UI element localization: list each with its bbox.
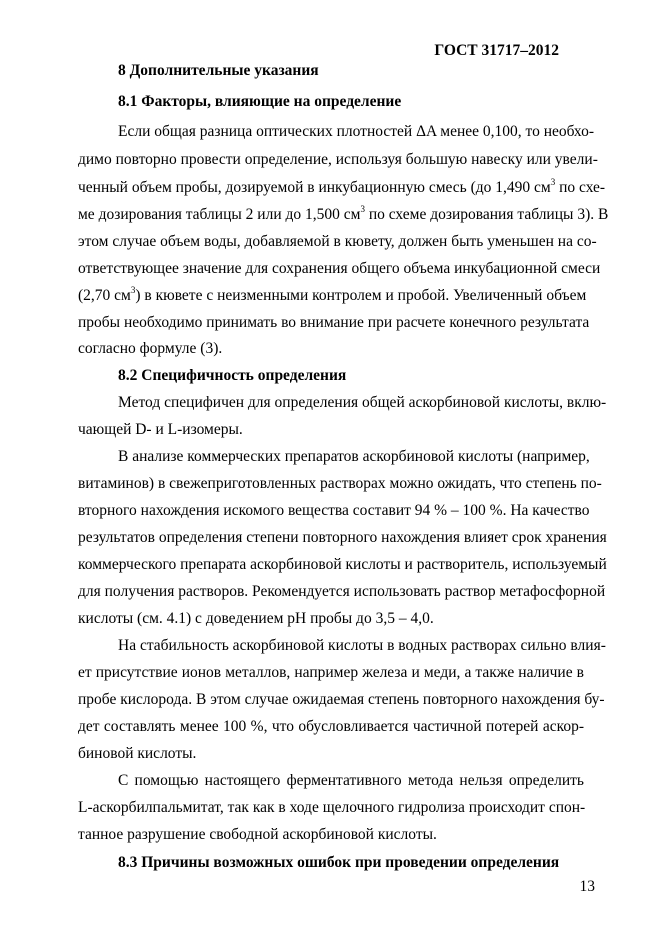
paragraph-line: вторного нахождения искомого вещества составит 94 % – 100 %. На качество bbox=[78, 502, 590, 519]
paragraph-line: танное разрушение свободной аскорбиновой кислоты. bbox=[78, 826, 437, 843]
section-8-3-heading: 8.3 Причины возможных ошибок при проведении определения bbox=[118, 854, 560, 871]
paragraph-line: L-аскорбилпальмитат, так как в ходе щелочного гидролиза происходит спон- bbox=[78, 799, 586, 816]
paragraph-line: для получения растворов. Рекомендуется использовать раствор метафосфорной bbox=[78, 583, 606, 600]
paragraph-line: С помощью настоящего ферментативного метода нельзя определить bbox=[118, 772, 584, 789]
paragraph-line: Если общая разница оптических плотностей ΔA менее 0,100, то необхо- bbox=[118, 123, 594, 140]
paragraph-line: В анализе коммерческих препаратов аскорбиновой кислоты (например, bbox=[118, 448, 590, 465]
paragraph-line: Метод специфичен для определения общей аскорбиновой кислоты, вклю- bbox=[118, 394, 607, 411]
paragraph-line: коммерческого препарата аскорбиновой кислоты и растворитель, используемый bbox=[78, 556, 607, 573]
paragraph-line: биновой кислоты. bbox=[78, 745, 197, 762]
section-8-1-heading: 8.1 Факторы, влияющие на определение bbox=[118, 93, 402, 110]
paragraph-line: пробы необходимо принимать во внимание при расчете конечного результата bbox=[78, 314, 590, 331]
page-number: 13 bbox=[579, 878, 595, 895]
paragraph-line: чающей D- и L-изомеры. bbox=[78, 421, 243, 438]
paragraph-line: витаминов) в свежеприготовленных растворах можно ожидать, что степень по- bbox=[78, 475, 602, 492]
document-code: ГОСТ 31717–2012 bbox=[434, 42, 559, 59]
section-8-heading: 8 Дополнительные указания bbox=[118, 62, 319, 79]
paragraph-line: результатов определения степени повторного нахождения влияет срок хранения bbox=[78, 529, 607, 546]
paragraph-line: пробе кислорода. В этом случае ожидаемая степень повторного нахождения бу- bbox=[78, 691, 605, 708]
section-8-2-heading: 8.2 Специфичность определения bbox=[118, 367, 347, 384]
paragraph-line: этом случае объем воды, добавляемой в кювету, должен быть уменьшен на со- bbox=[78, 233, 597, 250]
paragraph-line: согласно формуле (3). bbox=[78, 340, 223, 357]
paragraph-line: ме дозирования таблицы 2 или до 1,500 $см^3$ по схеме дозирования таблицы 3). В bbox=[78, 203, 609, 223]
paragraph-line: кислоты (см. 4.1) с доведением pH пробы до 3,5 – 4,0. bbox=[78, 610, 434, 627]
paragraph-line: дет составлять менее 100 %, что обусловливается частичной потерей аскор- bbox=[78, 718, 584, 735]
paragraph-line: ответствующее значение для сохранения общего объема инкубационной смеси bbox=[78, 260, 601, 277]
paragraph-line: димо повторно провести определение, используя большую навеску или увели- bbox=[78, 151, 598, 168]
paragraph-line: На стабильность аскорбиновой кислоты в водных растворах сильно влия- bbox=[118, 637, 606, 654]
paragraph-line: ченный объем пробы, дозируемой в инкубационную смесь (до 1,490 $см^3$ по схе- bbox=[78, 176, 606, 196]
paragraph-line: ет присутствие ионов металлов, например железа и меди, а также наличие в bbox=[78, 664, 584, 681]
paragraph-line: (2,70 $см^3$) в кювете с неизменными контролем и пробой. Увеличенный объем bbox=[78, 284, 587, 304]
